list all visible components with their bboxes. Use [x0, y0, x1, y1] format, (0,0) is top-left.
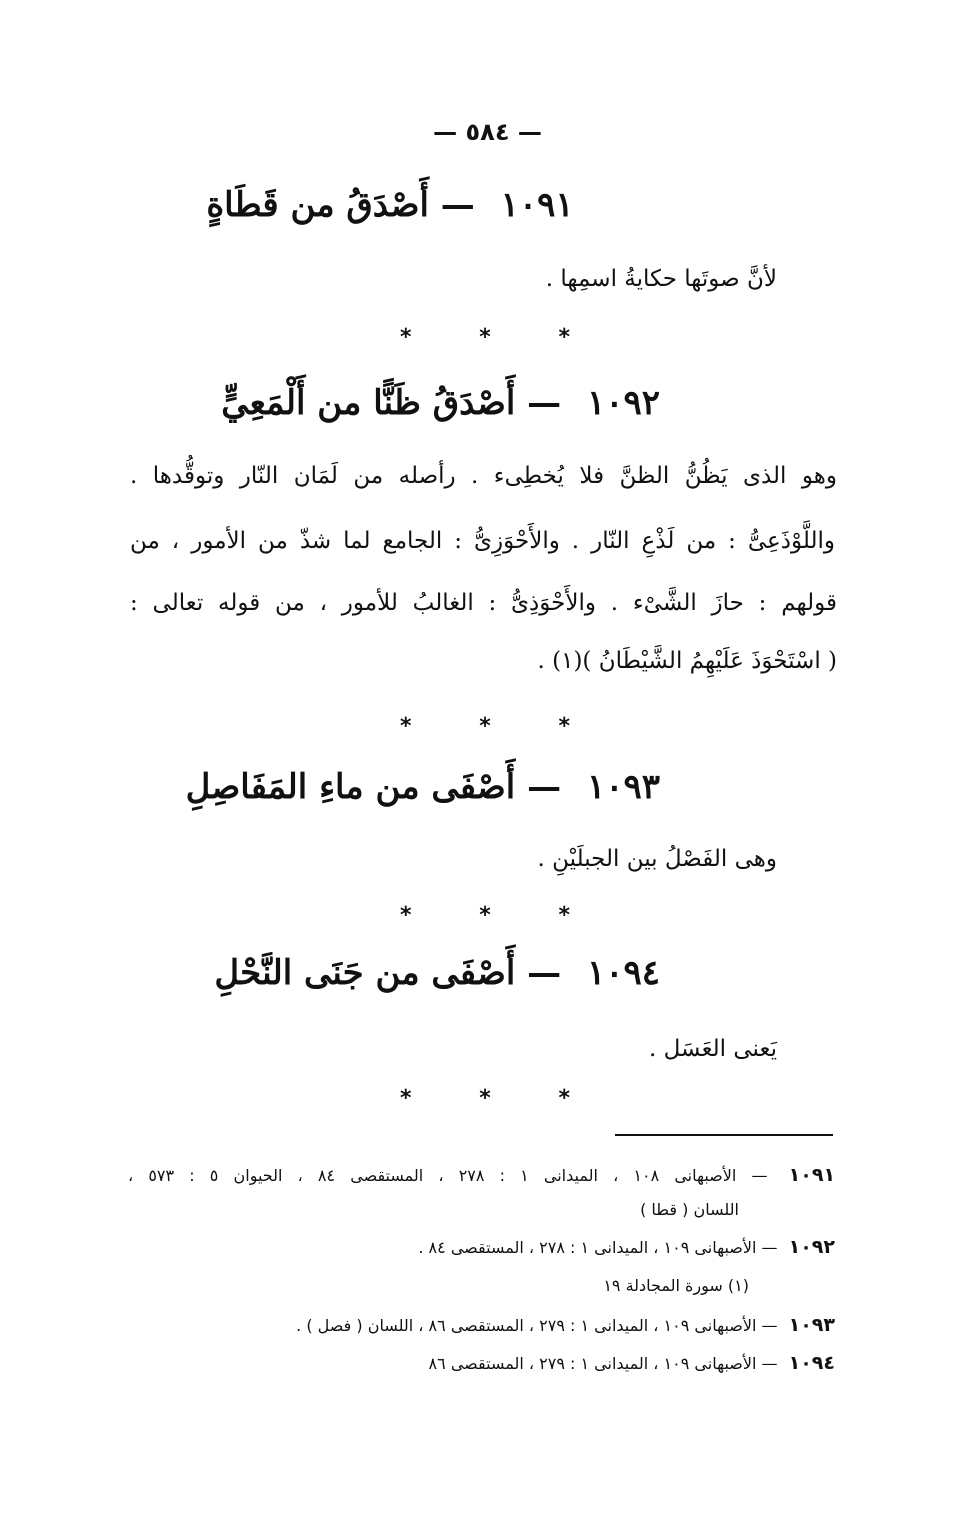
entry-heading-1094	[214, 953, 660, 993]
entry-heading-1091	[150, 185, 630, 225]
separator-star: *	[400, 903, 412, 928]
footnote-text: الأصبهانى ١٠٩ ، الميدانى ١ : ٢٧٩ ، المستقصى ٨٦	[428, 1354, 757, 1373]
footnote-dash: —	[761, 1316, 778, 1335]
footnote-number: ١٠٩٣	[788, 1314, 835, 1336]
section-separator	[400, 1086, 570, 1111]
separator-star: *	[479, 325, 491, 350]
separator-star: *	[479, 1086, 491, 1111]
separator-star: *	[400, 1086, 412, 1111]
entry-title: أَصْفَى من جَنَى النَّحْلِ	[214, 953, 516, 993]
entry-text-line: يَعنى العَسَل .	[649, 1036, 777, 1062]
entry-dash: —	[527, 953, 562, 993]
separator-star: *	[400, 714, 412, 739]
entry-text-line: ( اسْتَحْوَذَ عَلَيْهِمُ الشَّيْطَانُ )(١) .	[537, 648, 837, 674]
footnote-text: الأصبهانى ١٠٨ ، الميدانى ١ : ٢٧٨ ، المستقصى ٨٤ ، الحيوان ٥ : ٥٧٣ ،	[128, 1166, 737, 1185]
footnote-number: ١٠٩٢	[788, 1236, 835, 1258]
footnote-number: ١٠٩١	[788, 1164, 836, 1186]
section-separator	[400, 325, 570, 350]
separator-star: *	[558, 1086, 570, 1111]
entry-title: أَصْفَى من ماءِ المَفَاصِلِ	[185, 767, 516, 807]
separator-star: *	[479, 714, 491, 739]
separator-star: *	[558, 903, 570, 928]
entry-heading-1092	[221, 383, 660, 423]
entry-text-line: واللَّوْذَعِىُّ : من لَذْعِ النّار . والأَحْوَزِىُّ : الجامع لما شذّ من الأمور ، من	[130, 528, 835, 554]
entry-number: ١٠٩٤	[586, 953, 660, 993]
section-separator	[400, 903, 570, 928]
entry-dash: —	[527, 767, 562, 807]
footnote-continuation: اللسان ( قطا )	[640, 1200, 739, 1219]
footnote-sub-note: (١) سورة المجادلة ١٩	[603, 1276, 749, 1295]
entry-text-line: وهى الفَصْلُ بين الجبلَيْنِ .	[537, 846, 777, 872]
footnote-dash: —	[751, 1166, 768, 1185]
entry-text-line: لأنَّ صوتَها حكايةُ اسمِها .	[545, 266, 777, 292]
footnote-1092	[418, 1236, 835, 1258]
entry-dash: —	[527, 383, 562, 423]
section-separator	[400, 714, 570, 739]
separator-star: *	[400, 325, 412, 350]
footnote-dash: —	[761, 1354, 778, 1373]
entry-title: أَصْدَقُ ظَنًّا من أَلْمَعِيٍّ	[221, 383, 516, 423]
footnote-divider	[615, 1134, 833, 1136]
entry-text-line: وهو الذى يَظُنُّ الظنَّ فلا يُخطِىء . رأصله من لَمَان النّار وتوقُّدها .	[130, 463, 837, 489]
footnote-1093	[296, 1314, 835, 1336]
entry-text-line: قولهم : حازَ الشَّىْء . والأَحْوَذِىُّ : الغالبُ للأمور ، من قوله تعالى :	[130, 590, 837, 616]
footnote-dash: —	[761, 1238, 778, 1257]
page-number: — ٥٨٤ —	[433, 118, 542, 146]
entry-number: ١٠٩٢	[586, 383, 660, 423]
separator-star: *	[558, 714, 570, 739]
footnote-text: الأصبهانى ١٠٩ ، الميدانى ١ : ٢٧٩ ، المستقصى ٨٦ ، اللسان ( فصل ) .	[296, 1316, 757, 1335]
footnote-1094	[429, 1352, 835, 1374]
footnote-number: ١٠٩٤	[788, 1352, 835, 1374]
entry-number: ١٠٩٣	[586, 767, 660, 807]
footnote-1091	[128, 1164, 835, 1186]
entry-dash: —	[440, 185, 475, 225]
footnote-text: الأصبهانى ١٠٩ ، الميدانى ١ : ٢٧٨ ، المستقصى ٨٤ .	[418, 1238, 757, 1257]
entry-heading-1093	[185, 767, 660, 807]
separator-star: *	[558, 325, 570, 350]
separator-star: *	[479, 903, 491, 928]
entry-title: أَصْدَقُ من قَطَاةٍ	[206, 185, 429, 225]
entry-number: ١٠٩١	[500, 185, 574, 225]
